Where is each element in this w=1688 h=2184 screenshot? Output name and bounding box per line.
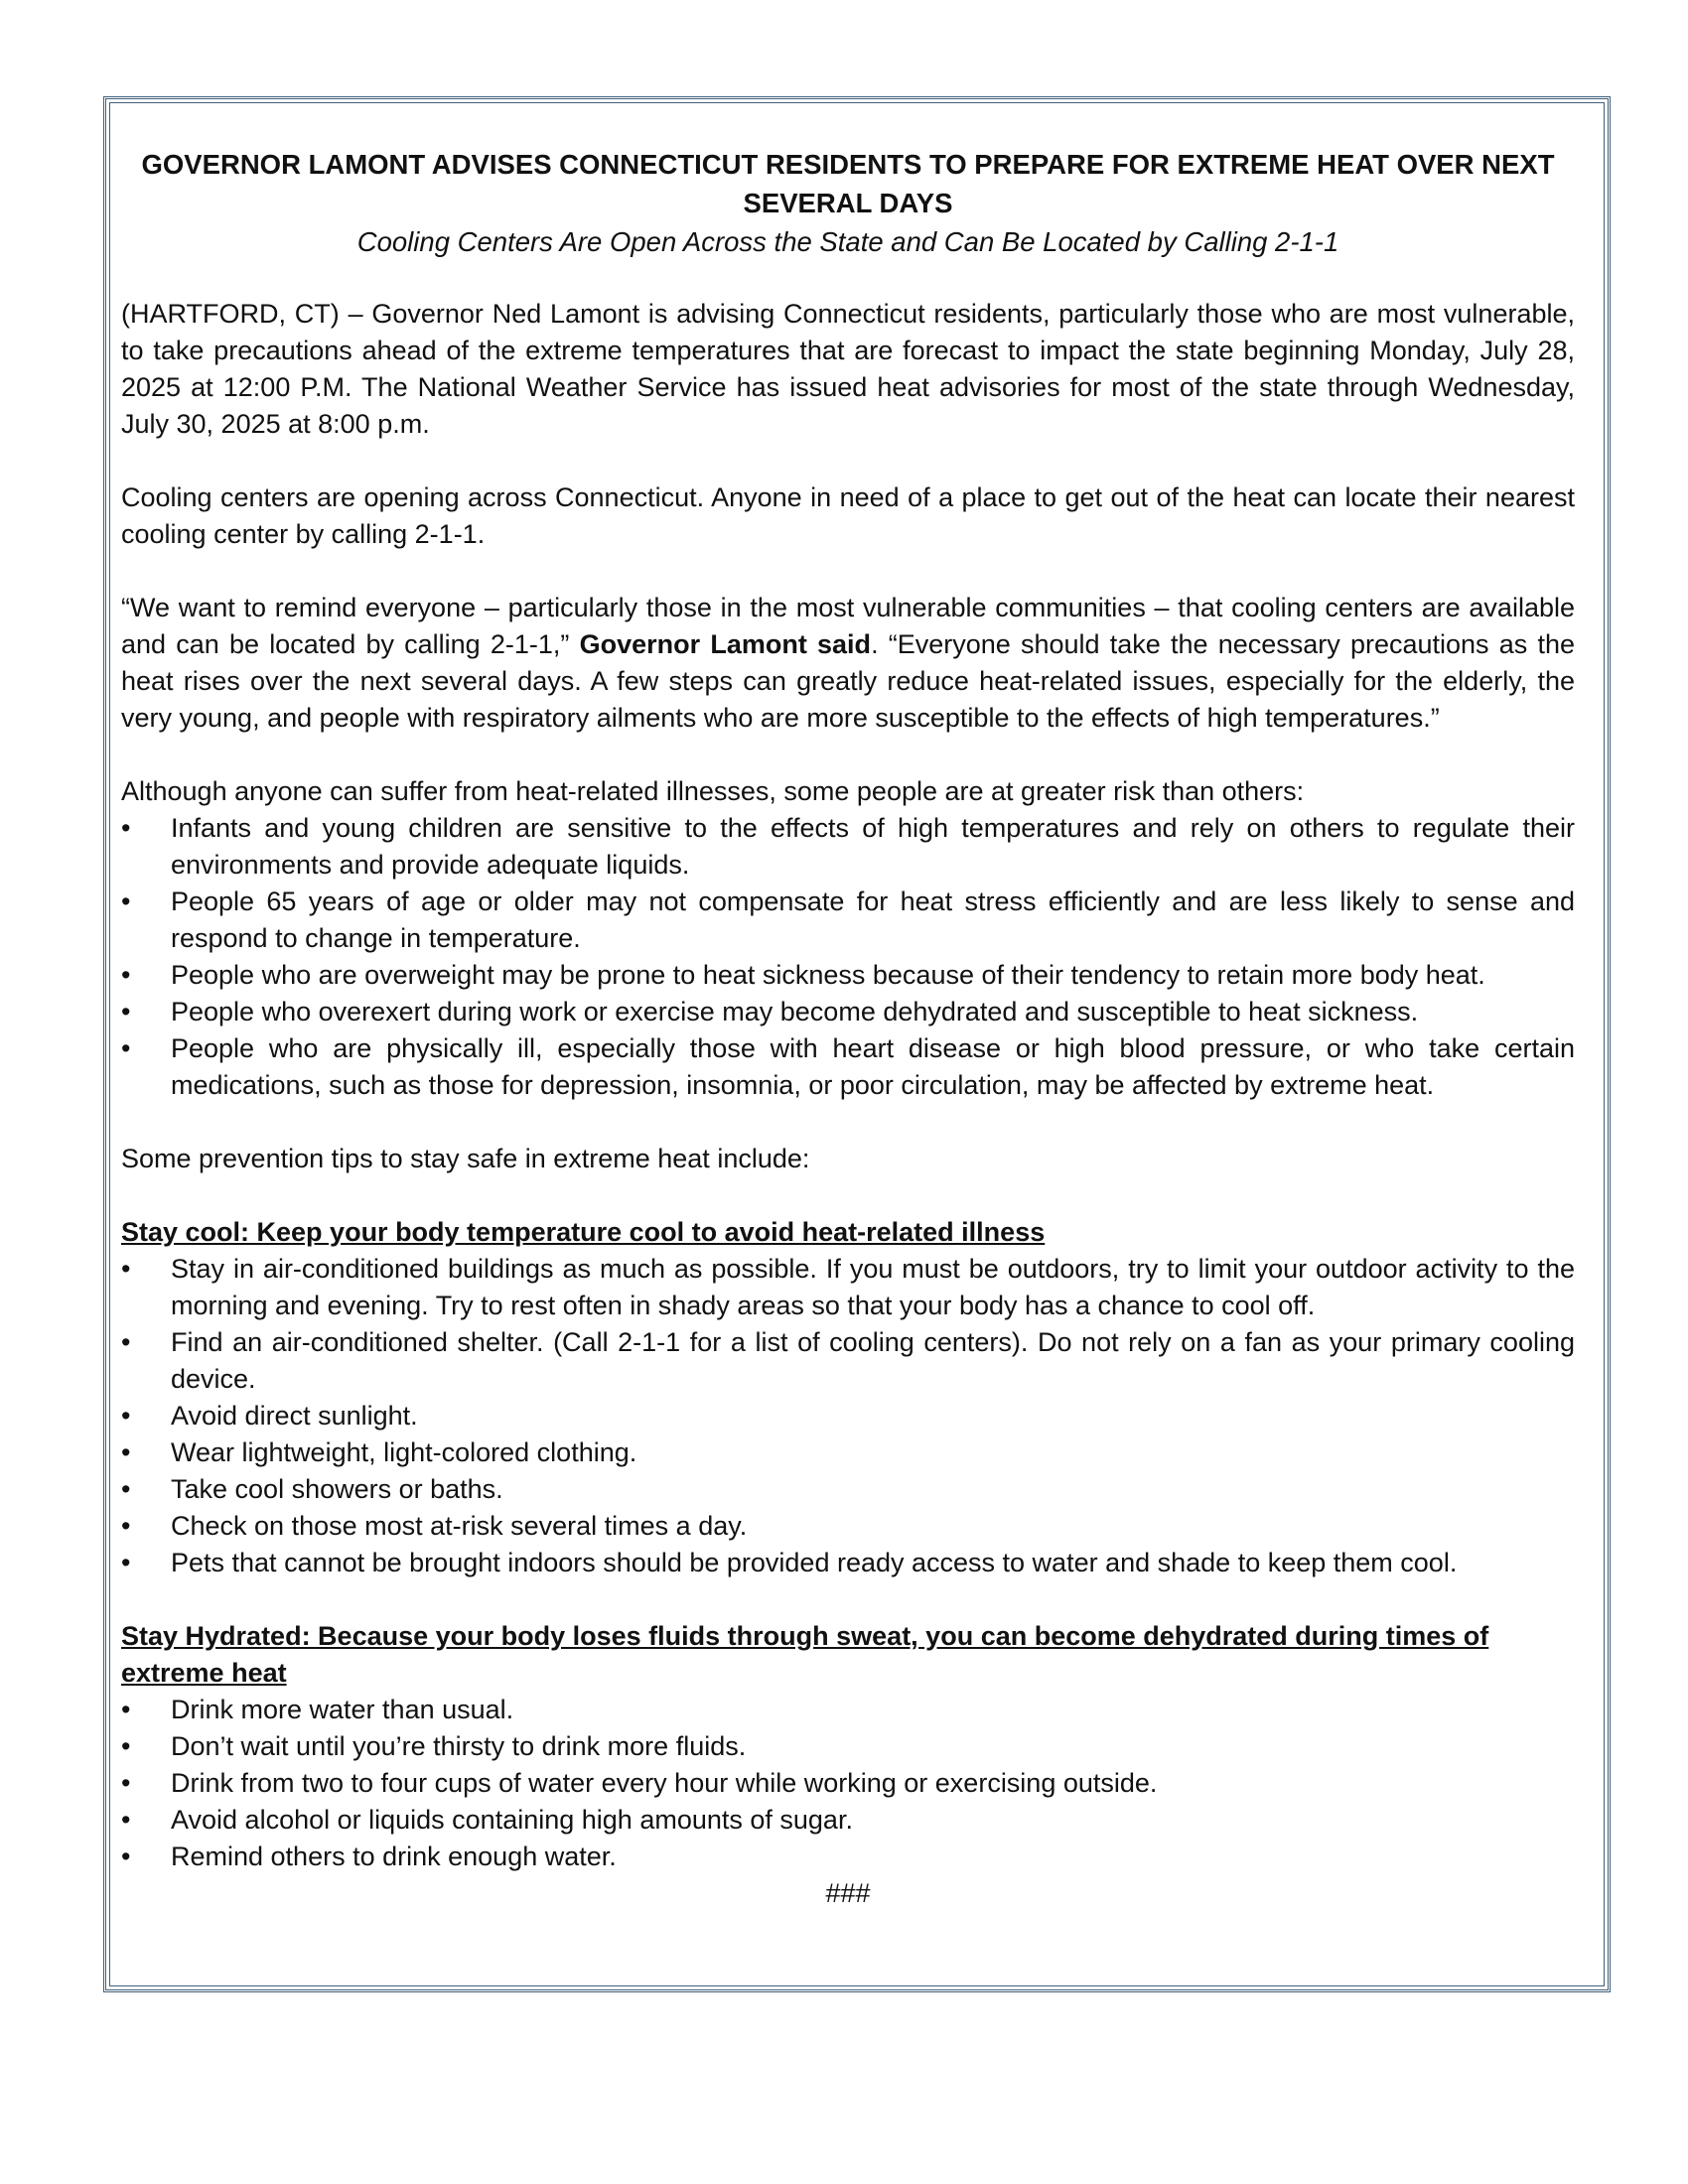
- intro-paragraph: (HARTFORD, CT) – Governor Ned Lamont is advising Connecticut residents, particularly those who are most vulnerable, to take precautions ahead of the extreme temperatures that are forecast to impact the state beginning Monday, July 28, 2025 at 12:00 P.M. The National Weather Service has issued heat advisories for most of the state through Wednesday, July 30, 2025 at 8:00 p.m.: [121, 299, 1575, 439]
- list-item: • Wear lightweight, light-colored clothing.: [121, 1434, 1575, 1471]
- quote-part-2: . “Everyone should take the necessary precautions as the heat rises over the next several days. A few steps can greatly reduce heat-related issues, especially for the elderly, the very young, and people with respiratory ailments who are more susceptible to the effects of high temperatures.”: [121, 629, 1575, 733]
- page-subtitle: Cooling Centers Are Open Across the State and Can Be Located by Calling 2-1-1: [356, 226, 1339, 257]
- list-item: • Remind others to drink enough water.: [121, 1839, 1575, 1875]
- end-mark: ###: [825, 1878, 871, 1908]
- cooling-centers-paragraph: Cooling centers are opening across Connecticut. Anyone in need of a place to get out of the heat can locate their nearest cooling center by calling 2-1-1.: [121, 482, 1575, 549]
- list-item: • Find an air-conditioned shelter. (Call 2-1-1 for a list of cooling centers). Do not rely on a fan as your primary cooling device.: [121, 1324, 1575, 1398]
- list-item: • Infants and young children are sensitive to the effects of high temperatures and rely on others to regulate their environments and provide adequate liquids.: [121, 810, 1575, 884]
- list-item: • Take cool showers or baths.: [121, 1471, 1575, 1508]
- list-item: • People 65 years of age or older may not compensate for heat stress efficiently and are less likely to sense and respond to change in temperature.: [121, 884, 1575, 957]
- list-item: • People who are physically ill, especially those with heart disease or high blood pressure, or who take certain medications, such as those for depression, insomnia, or poor circulation, may be affected by extreme heat.: [121, 1030, 1575, 1104]
- tips-intro: Some prevention tips to stay safe in extreme heat include:: [121, 1144, 810, 1173]
- list-item: • Avoid direct sunlight.: [121, 1398, 1575, 1434]
- quote-attribution: Governor Lamont said: [579, 629, 872, 659]
- quote-part-1: “We want to remind everyone – particularly those in the most vulnerable communities – that cooling centers are available and can be located by calling 2-1-1,”: [121, 593, 1575, 659]
- list-item: • People who are overweight may be prone to heat sickness because of their tendency to retain more body heat.: [121, 957, 1575, 994]
- list-item: • Check on those most at-risk several times a day.: [121, 1508, 1575, 1545]
- governor-quote-paragraph: [121, 590, 1575, 737]
- press-release: [121, 145, 1575, 1912]
- list-item: • Pets that cannot be brought indoors should be provided ready access to water and shade to keep them cool.: [121, 1545, 1575, 1581]
- list-item: • People who overexert during work or exercise may become dehydrated and susceptible to heat sickness.: [121, 994, 1575, 1030]
- list-item: • Don’t wait until you’re thirsty to drink more fluids.: [121, 1728, 1575, 1765]
- stay-hydrated-list: [121, 1692, 1575, 1875]
- stay-cool-heading: Stay cool: Keep your body temperature cool to avoid heat-related illness: [121, 1217, 1046, 1247]
- list-item: • Drink from two to four cups of water every hour while working or exercising outside.: [121, 1765, 1575, 1802]
- stay-hydrated-heading: Stay Hydrated: Because your body loses fluids through sweat, you can become dehydrated during times of extreme heat: [121, 1621, 1489, 1688]
- list-item: • Avoid alcohol or liquids containing high amounts of sugar.: [121, 1802, 1575, 1839]
- stay-cool-list: [121, 1251, 1575, 1581]
- list-item: • Stay in air-conditioned buildings as much as possible. If you must be outdoors, try to limit your outdoor activity to the morning and evening. Try to rest often in shady areas so that your body has a chance to cool off.: [121, 1251, 1575, 1324]
- page-title: GOVERNOR LAMONT ADVISES CONNECTICUT RESIDENTS TO PREPARE FOR EXTREME HEAT OVER NEXT SEVERAL DAYS: [141, 149, 1555, 218]
- list-item: • Drink more water than usual.: [121, 1692, 1575, 1728]
- risk-intro: Although anyone can suffer from heat-related illnesses, some people are at greater risk than others:: [121, 776, 1305, 806]
- risk-list: [121, 810, 1575, 1104]
